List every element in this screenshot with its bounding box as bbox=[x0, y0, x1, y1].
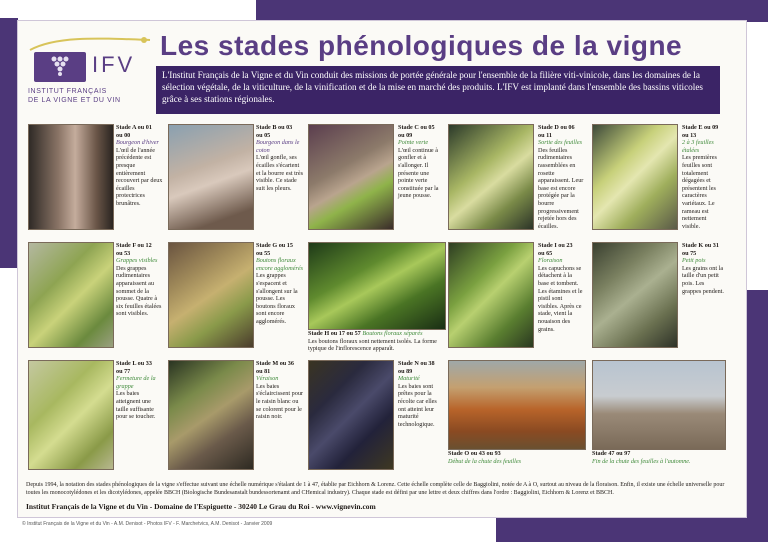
stage-name: Fin de la chute des feuilles à l'automne. bbox=[592, 457, 691, 465]
stage-description: Les capuchons se détachent à la base et tombent. Les étamines et le pistil sont visibles. Après ce stade, vient la nouaison des grains. bbox=[538, 264, 583, 333]
stage-code: Stade G ou 15 bbox=[256, 242, 293, 249]
stage-code: Stade K ou 31 bbox=[682, 242, 719, 249]
background-band-right bbox=[744, 290, 768, 520]
stage-description: L'œil continue à gonfler et à s'allonger. Il présente une pointe verte constituée par la jeune pousse. bbox=[398, 146, 439, 200]
stage-n-caption bbox=[398, 360, 444, 428]
stage-code: Stade D ou 06 bbox=[538, 124, 575, 131]
stage-m-photo bbox=[168, 360, 254, 470]
stage-description: Des grappes rudimentaires apparaissent au sommet de la pousse. Quatre à six feuilles étalées sont visibles. bbox=[116, 264, 162, 318]
stage-name: 2 à 3 feuilles étalées bbox=[682, 139, 714, 154]
photo-credits: © Institut Français de la Vigne et du Vin - A.M. Denisot - Photos IFV - F. Marchetvics, A.M. Denisot - Janvier 2009 bbox=[22, 521, 273, 527]
stage-g-caption bbox=[256, 242, 304, 326]
stage-description: Les grappes s'espacent et s'allongent sur la pousse. Les boutons floraux sont encore agglomérés. bbox=[256, 272, 298, 325]
logo-line-1: INSTITUT FRANÇAIS bbox=[28, 88, 107, 95]
stage-code: Stade N ou 38 bbox=[398, 360, 435, 367]
stage-e-photo bbox=[592, 124, 678, 230]
grape-cluster-icon bbox=[34, 52, 86, 82]
stage-name: Boutons floraux encore agglomérés bbox=[256, 257, 304, 272]
stage-l-caption bbox=[116, 360, 164, 421]
stage-b-caption bbox=[256, 124, 304, 192]
stage-code: Stade M ou 36 bbox=[256, 360, 294, 367]
stage-f-photo bbox=[28, 242, 114, 348]
stage-name: Fermeture de la grappe bbox=[116, 375, 156, 390]
stage-name: Bourgeon d'hiver bbox=[116, 139, 159, 147]
stage-bbch: ou 53 bbox=[116, 249, 131, 257]
stage-code: Stade E ou 09 bbox=[682, 124, 719, 131]
stage-k-caption bbox=[682, 242, 724, 295]
stage-l-photo bbox=[28, 360, 114, 470]
stage-name: Véraison bbox=[256, 375, 279, 383]
stage-code: Stade O ou 43 ou 93 bbox=[448, 450, 501, 457]
stage-bbch: ou 05 bbox=[256, 131, 271, 139]
stage-code: Stade B ou 03 bbox=[256, 124, 293, 131]
stage-n-photo bbox=[308, 360, 394, 470]
stage-bbch: ou 89 bbox=[398, 367, 413, 375]
stage-e-caption bbox=[682, 124, 724, 230]
stage-description: Des feuilles rudimentaires rassemblées en rosette apparaissent. Leur base est encore protégée par la bourre progressivement rejetée hors des écailles. bbox=[538, 146, 584, 230]
stage-code: Stade C ou 05 bbox=[398, 124, 435, 131]
stage-description: Les premières feuilles sont totalement dégagées et présentent les caractères variétaux. Le rameau est nettement visible. bbox=[682, 154, 717, 230]
stage-bbch: ou 09 bbox=[398, 131, 413, 139]
scale-note: Depuis 1994, la notation des stades phénologiques de la vigne s'effectue suivant une échelle numérique s'étalant de 1 à 47, établie par Eichhorn & Lorenz. Cette échelle complète celle de Baggiolini, notée de A à O, surtout au niveau de la floraison. Enfin, il existe une échelle universelle pour toutes les monocotylédones et les dicotylédones, appelée BBCH (Biologische Bundesanstalt bundessortenamt and CHemical industry). Chaque stade est défini par une lettre et deux chiffres dans l'ordre : Baggiolini, Eichhorn & Lorenz et BBCH. bbox=[26, 482, 725, 496]
stage-bbch: ou 55 bbox=[256, 249, 271, 257]
stage-bbch: ou 11 bbox=[538, 131, 552, 139]
stage-bbch: ou 75 bbox=[682, 249, 697, 257]
stage-47-photo bbox=[592, 360, 726, 450]
stage-i-caption bbox=[538, 242, 584, 333]
stage-name: Pointe verte bbox=[398, 139, 429, 147]
page-title: Les stades phénologiques de la vigne bbox=[160, 30, 683, 61]
logo-line-2: DE LA VIGNE ET DU VIN bbox=[28, 97, 121, 104]
stage-name: Grappes visibles bbox=[116, 257, 158, 265]
stage-bbch: ou 65 bbox=[538, 249, 553, 257]
stage-c-caption bbox=[398, 124, 444, 200]
stage-name: Petit pois bbox=[682, 257, 706, 265]
stage-code: Stade L ou 33 bbox=[116, 360, 152, 367]
stage-h-photo bbox=[308, 242, 446, 330]
stage-description: Les baies atteignent une taille suffisante pour se toucher. bbox=[116, 390, 156, 421]
stage-code: Stade F ou 12 bbox=[116, 242, 152, 249]
stage-o-caption bbox=[448, 450, 586, 465]
stage-a-caption bbox=[116, 124, 164, 208]
institute-address: Institut Français de la Vigne et du Vin - Domaine de l'Espiguette - 30240 Le Grau du Roi - www.vignevin.com bbox=[26, 502, 376, 511]
stage-code: Stade I ou 23 bbox=[538, 242, 573, 249]
stage-f-caption bbox=[116, 242, 164, 318]
stage-c-photo bbox=[308, 124, 394, 230]
stage-code: Stade A ou 01 bbox=[116, 124, 152, 131]
stage-47-caption bbox=[592, 450, 726, 465]
stage-bbch: ou 13 bbox=[682, 131, 697, 139]
stage-description: L'œil de l'année précédente est presque entièrement recouvert par deux écailles protectrices brunâtres. bbox=[116, 146, 163, 207]
stage-code: Stade 47 ou 97 bbox=[592, 450, 631, 457]
stage-description: Les grains ont la taille d'un petit pois. Les grappes pendent. bbox=[682, 264, 724, 295]
stage-h-caption bbox=[308, 330, 446, 353]
stage-o-photo bbox=[448, 360, 586, 450]
stage-description: Les baies s'éclaircissent pour le raisin blanc ou se colorent pour le raisin noir. bbox=[256, 382, 303, 421]
stage-bbch: ou 81 bbox=[256, 367, 271, 375]
stage-m-caption bbox=[256, 360, 304, 421]
ifv-logo bbox=[26, 34, 156, 112]
stage-d-caption bbox=[538, 124, 584, 230]
stage-name: Floraison bbox=[538, 257, 563, 265]
stage-a-photo bbox=[28, 124, 114, 230]
background-band-top bbox=[256, 0, 768, 22]
stage-description: Les boutons floraux sont nettement isolés. La forme typique de l'inflorescence apparaît. bbox=[308, 337, 437, 353]
intro-text: L'Institut Français de la Vigne et du Vin conduit des missions de portée générale pour l'ensemble de la filière viti-vinicole, dans les domaines de la sélection végétale, de la viticulture, de la vinification et de la mise en marché des produits. L'IFV est implanté dans l'ensemble des bassins viticoles grâce à ses stations régionales. bbox=[156, 66, 720, 114]
stage-name: Maturité bbox=[398, 375, 420, 383]
logo-brand: IFV bbox=[92, 52, 136, 77]
stage-description: L'œil gonfle, ses écailles s'écartent et la bourre est très visible. Ce stade suit les pleurs. bbox=[256, 154, 304, 192]
stage-k-photo bbox=[592, 242, 678, 348]
stage-name: Bourgeon dans le coton bbox=[256, 139, 300, 154]
stage-description: Les baies sont prêtes pour la récolte car elles ont atteint leur maturité technologique. bbox=[398, 382, 437, 428]
stage-code: Stade H ou 17 ou 57 bbox=[308, 330, 361, 337]
stage-i-photo bbox=[448, 242, 534, 348]
stage-g-photo bbox=[168, 242, 254, 348]
stage-name: Boutons floraux séparés bbox=[362, 330, 423, 337]
stage-bbch: ou 77 bbox=[116, 367, 131, 375]
stage-bbch: ou 00 bbox=[116, 131, 131, 139]
stage-name: Sortie des feuilles bbox=[538, 139, 582, 147]
stage-name: Début de la chute des feuilles bbox=[448, 457, 522, 465]
stage-b-photo bbox=[168, 124, 254, 230]
stage-d-photo bbox=[448, 124, 534, 230]
vine-swirl-icon bbox=[26, 34, 156, 54]
background-band-left bbox=[0, 18, 18, 268]
